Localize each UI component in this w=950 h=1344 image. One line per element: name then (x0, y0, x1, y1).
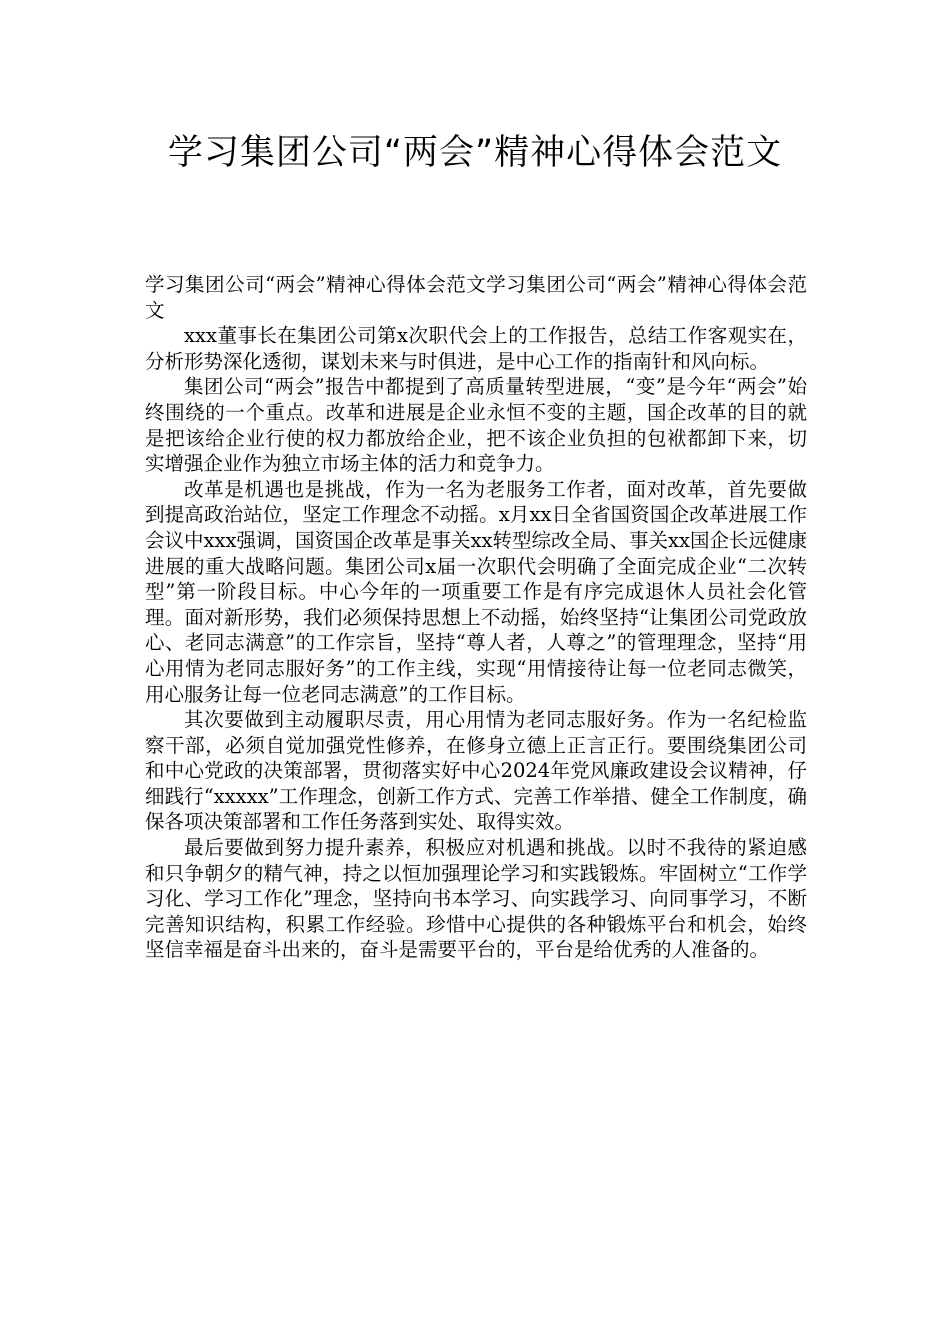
paragraph: 其次要做到主动履职尽责，用心用情为老同志服好务。作为一名纪检监察干部，必须自觉加强党性修养，在修身立德上正言正行。要围绕集团公司和中心党政的决策部署，贯彻落实好中心2024年党风廉政建设会议精神，仔细践行“xxxxx”工作理念，创新工作方式、完善工作举措、健全工作制度，确保各项决策部署和工作任务落到实处、取得实效。 (145, 708, 807, 834)
document-title: 学习集团公司“两会”精神心得体会范文 (167, 133, 783, 173)
document-body (145, 272, 807, 963)
paragraph: 最后要做到努力提升素养，积极应对机遇和挑战。以时不我待的紧迫感和只争朝夕的精气神，持之以恒加强理论学习和实践锻炼。牢固树立“工作学习化、学习工作化”理念，坚持向书本学习、向实践学习、向同事学习，不断完善知识结构，积累工作经验。珍惜中心提供的各种锻炼平台和机会，始终坚信幸福是奋斗出来的，奋斗是需要平台的，平台是给优秀的人准备的。 (145, 836, 807, 962)
paragraph: 集团公司“两会”报告中都提到了高质量转型进展，“变”是今年“两会”始终围绕的一个重点。改革和进展是企业永恒不变的主题，国企改革的目的就是把该给企业行使的权力都放给企业，把不该企业负担的包袱都卸下来，切实增强企业作为独立市场主体的活力和竞争力。 (145, 375, 807, 476)
paragraph-heading-repeat: 学习集团公司“两会”精神心得体会范文学习集团公司“两会”精神心得体会范文 (145, 273, 807, 322)
paragraph: xxx董事长在集团公司第x次职代会上的工作报告，总结工作客观实在，分析形势深化透彻，谋划未来与时俱进，是中心工作的指南针和风向标。 (145, 324, 807, 373)
paragraph: 改革是机遇也是挑战，作为一名为老服务工作者，面对改革，首先要做到提高政治站位，坚定工作理念不动摇。x月xx日全省国资国企改革进展工作会议中xxx强调，国资国企改革是事关xx转型综改全局、事关xx国企长远健康进展的重大战略问题。集团公司x届一次职代会明确了全面完成企业“二次转型”第一阶段目标。中心今年的一项重要工作是有序完成退休人员社会化管理。面对新形势，我们必须保持思想上不动摇，始终坚持“让集团公司党政放心、老同志满意”的工作宗旨，坚持“尊人者，人尊之”的管理理念，坚持“用心用情为老同志服好务”的工作主线，实现“用情接待让每一位老同志微笑，用心服务让每一位老同志满意”的工作目标。 (145, 477, 807, 706)
